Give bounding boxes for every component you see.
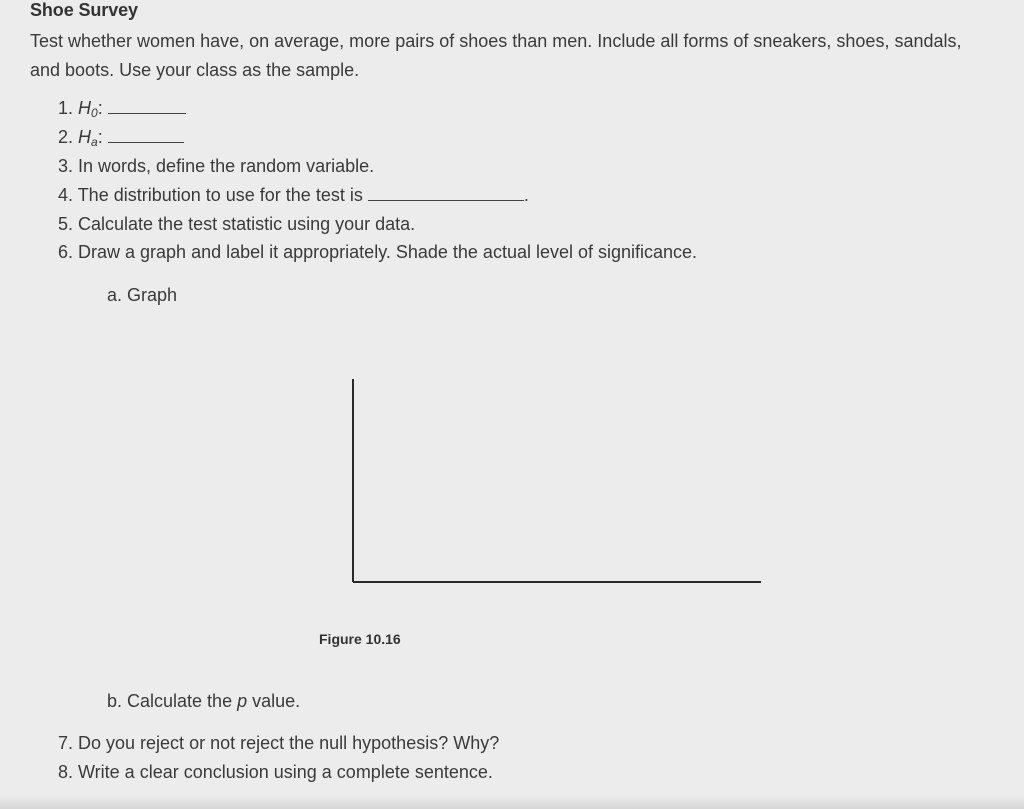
sub-question-b (107, 691, 300, 712)
hypothesis-colon: : (97, 98, 103, 118)
answer-blank (108, 128, 184, 143)
question-6: 6. Draw a graph and label it appropriately. Shade the actual level of significance. (58, 242, 698, 262)
question-text-end: value. (252, 691, 301, 711)
blank-graph-axes (340, 370, 770, 590)
question-3: 3. In words, define the random variable. (58, 156, 375, 176)
hypothesis-colon: : (97, 127, 103, 147)
hypothesis-subscript: a (91, 135, 98, 149)
question-1 (58, 98, 186, 120)
figure-caption: Figure 10.16 (319, 631, 401, 647)
bottom-shadow (0, 795, 1024, 809)
page-title: Shoe Survey (30, 0, 138, 20)
intro-paragraph: Test whether women have, on average, more pairs of shoes than men. Include all forms of sneakers, shoes, sandals, and boots. Use your class as the sample. (30, 31, 962, 80)
question-8: 8. Write a clear conclusion using a complete sentence. (58, 762, 493, 782)
answer-blank (368, 186, 524, 201)
hypothesis-symbol: H (78, 127, 92, 147)
p-symbol: p (237, 691, 248, 711)
question-text: b. Calculate the (107, 691, 233, 711)
question-4 (58, 185, 529, 206)
answer-blank (108, 99, 186, 114)
question-number: 1. (58, 98, 74, 118)
question-5: 5. Calculate the test statistic using your data. (58, 214, 416, 234)
question-text: 4. The distribution to use for the test is (58, 185, 363, 205)
question-7: 7. Do you reject or not reject the null hypothesis? Why? (58, 733, 500, 753)
hypothesis-subscript: 0 (91, 106, 98, 120)
question-period: . (523, 185, 529, 205)
hypothesis-symbol: H (78, 98, 92, 118)
sub-question-a: a. Graph (107, 285, 178, 305)
question-number: 2. (58, 127, 74, 147)
question-2 (58, 127, 184, 149)
